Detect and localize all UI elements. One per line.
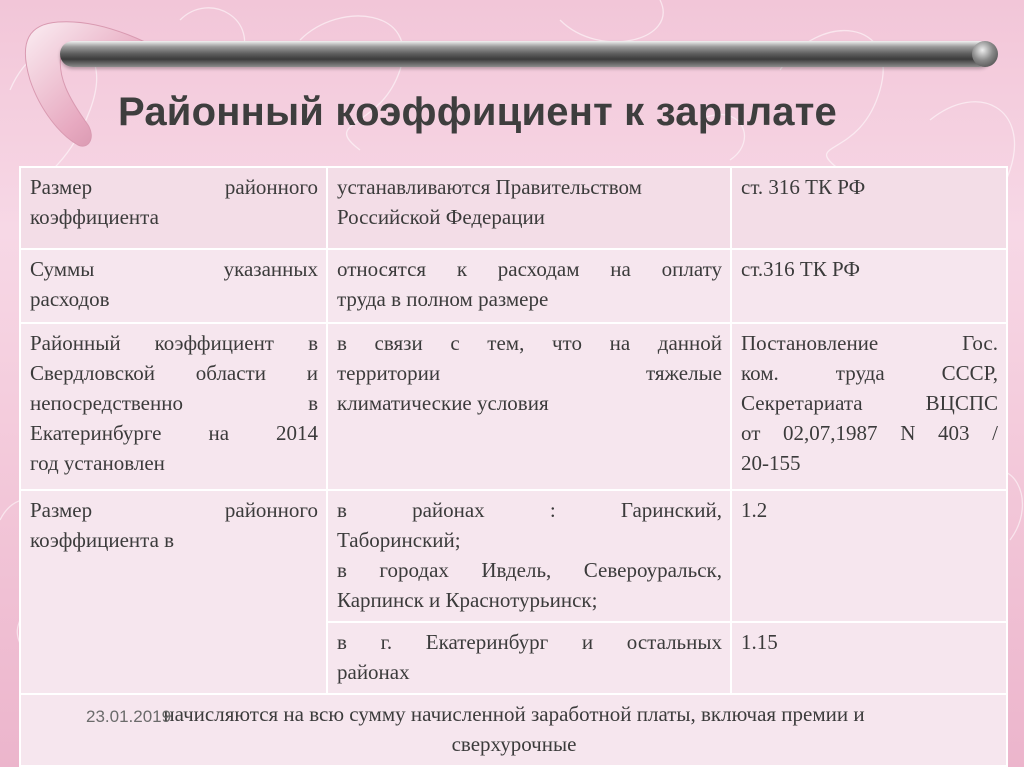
table-cell <box>327 167 731 249</box>
table-row <box>20 167 1007 249</box>
cell-line: коэффициента <box>30 205 159 229</box>
table-cell <box>20 167 327 249</box>
table-row <box>20 323 1007 490</box>
cell-line: 20-155 <box>741 451 801 475</box>
cell-line: в районах : Гаринский, <box>337 498 722 522</box>
cell-line: устанавливаются Правительством <box>337 175 642 199</box>
table-row <box>20 694 1007 766</box>
cell-line: районах <box>337 660 410 684</box>
table-cell <box>20 323 327 490</box>
table-cell <box>327 249 731 323</box>
cell-line: Суммы указанных <box>30 257 318 281</box>
cell-line: в г. Екатеринбург и остальных <box>337 630 722 654</box>
cell-line: климатические условия <box>337 391 549 415</box>
cell-line: труда в полном размере <box>337 287 549 311</box>
cell-line: Свердловской области и <box>30 361 318 385</box>
cell-line: непосредственно в <box>30 391 318 415</box>
boomerang-logo <box>0 10 170 160</box>
cell-line: в городах Ивдель, Североуральск, <box>337 558 722 582</box>
cell-line: Размер районного <box>30 498 318 522</box>
table-cell <box>20 249 327 323</box>
footer-cell <box>20 694 1007 766</box>
cell-line: Российской Федерации <box>337 205 545 229</box>
cell-line: относятся к расходам на оплату <box>337 257 722 281</box>
cell-line: год установлен <box>30 451 165 475</box>
coefficient-value: 1.15 <box>731 622 1007 694</box>
title-bar-cap <box>972 41 998 67</box>
cell-line: ст. 316 ТК РФ <box>741 175 866 199</box>
cell-line: Районный коэффициент в <box>30 331 318 355</box>
cell-line: территории тяжелые <box>337 361 722 385</box>
cell-line: Постановление Гос. <box>741 331 998 355</box>
table-cell <box>731 249 1007 323</box>
table-row <box>20 249 1007 323</box>
table-cell <box>20 490 327 694</box>
coefficient-table <box>19 166 1008 767</box>
table-cell <box>327 622 731 694</box>
cell-line: Карпинск и Краснотурьинск; <box>337 588 598 612</box>
cell-line: ком. труда СССР, <box>741 361 998 385</box>
table-cell <box>731 323 1007 490</box>
cell-line: Размер районного <box>30 175 318 199</box>
slide-title: Районный коэффициент к зарплате <box>118 90 837 134</box>
cell-line: начисляются на всю сумму начисленной заработной платы, включая премии и <box>163 702 865 726</box>
cell-line: Таборинский; <box>337 528 461 552</box>
cell-line: сверхурочные <box>451 732 577 756</box>
cell-line: в связи с тем, что на данной <box>337 331 722 355</box>
cell-line: Екатеринбурге на 2014 <box>30 421 318 445</box>
cell-line: коэффициента в <box>30 528 175 552</box>
cell-line: ст.316 ТК РФ <box>741 257 860 281</box>
cell-line: Секретариата ВЦСПС <box>741 391 998 415</box>
table-cell <box>731 167 1007 249</box>
title-bar-rod <box>60 41 992 67</box>
table-row <box>20 490 1007 622</box>
table-cell <box>327 490 731 622</box>
coefficient-value: 1.2 <box>731 490 1007 622</box>
table-cell <box>327 323 731 490</box>
slide-date: 23.01.2019 <box>86 707 172 726</box>
cell-line: от 02,07,1987 N 403 / <box>741 421 998 445</box>
cell-line: расходов <box>30 287 110 311</box>
